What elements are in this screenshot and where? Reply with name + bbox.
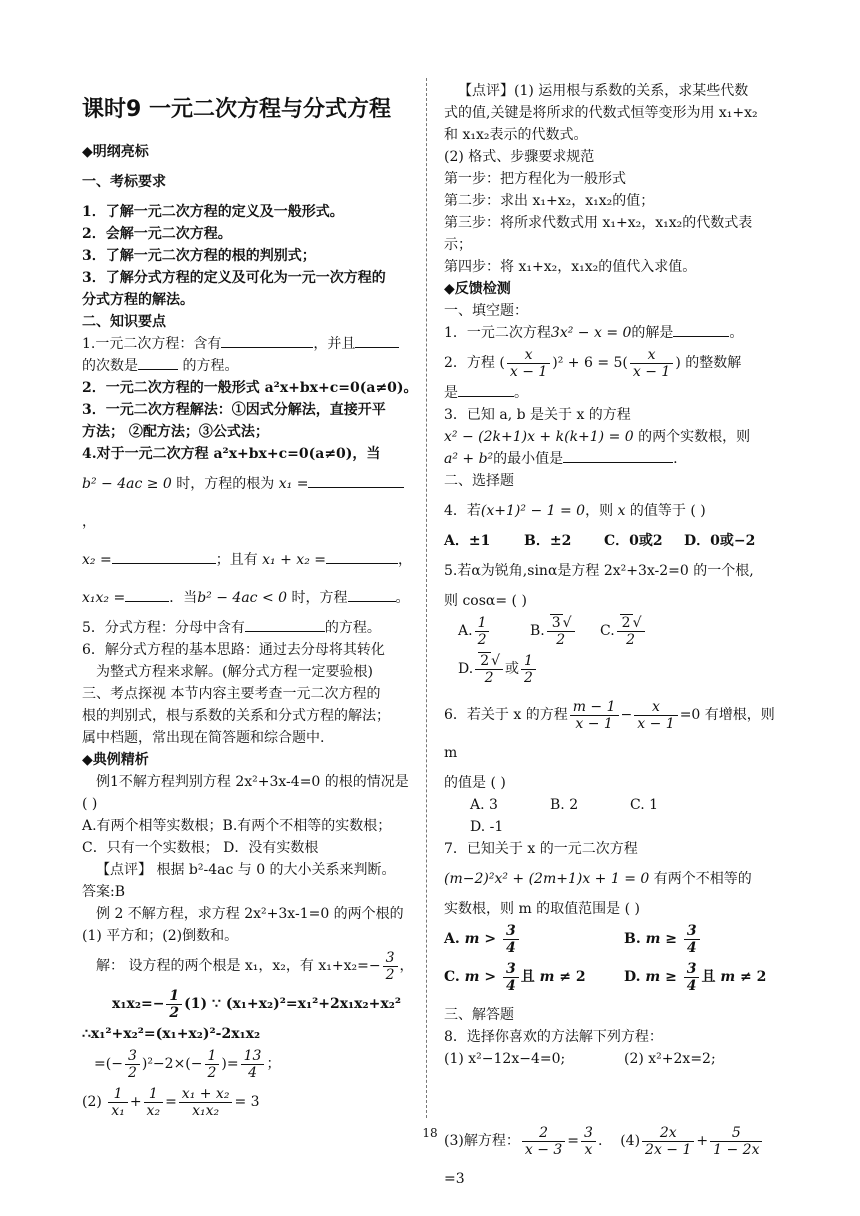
question-7c: 实数根，则 m 的取值范围是 ( ) xyxy=(444,901,640,917)
comment-1c: 和 x₁x₂表示的代数式。 xyxy=(444,127,588,143)
question-6b: 的值是 ( ) xyxy=(444,775,506,791)
blank xyxy=(125,587,169,602)
text: 时，方程 xyxy=(291,590,348,606)
example-2-step1: ∴x₁²+x₂²=(x₁+x₂)²-2x₁x₂ xyxy=(82,1026,261,1042)
knowledge-6b: 为整式方程来求解。(解分式方程一定要验根) xyxy=(96,664,373,680)
text: = 3 xyxy=(234,1094,260,1110)
text: 的方程。 xyxy=(182,358,239,374)
text: 的两个实数根，则 xyxy=(638,429,751,445)
step-2: 第二步：求出 x₁+x₂，x₁x₂的值； xyxy=(444,193,655,209)
knowledge-4a: 4.对于一元二次方程 a²x+bx+c=0(a≠0)，当 xyxy=(82,446,381,462)
req-3: 3．了解一元二次方程的根的判别式； xyxy=(82,248,316,264)
fraction xyxy=(125,1048,140,1081)
blank xyxy=(112,549,216,564)
fraction: $\frac{x}{x - 1}$ xyxy=(630,347,673,380)
numerator: 3 xyxy=(125,1048,140,1065)
text: )= xyxy=(221,1056,239,1072)
text: 有两个不相等的 xyxy=(653,871,752,887)
question-8-parts-34: (3)解方程： $\frac{2}{x - 3}$ = $\frac{3}{x}$ . (4) $\frac{2x}{2x - 1}$ + $\frac{5}{1 - 2x}$ =3 xyxy=(444,1122,780,1198)
req-4b: 分式方程的解法。 xyxy=(82,292,194,308)
column-divider xyxy=(426,78,427,1118)
question-3c: a² + b²的最小值是 . xyxy=(444,448,780,470)
math: x₂ = xyxy=(82,552,112,568)
blank xyxy=(138,355,178,370)
section-feedback: ◆反馈检测 xyxy=(444,281,511,297)
section-fill-in: 一、填空题： xyxy=(444,303,528,319)
text: ．当 xyxy=(169,590,198,606)
text: 4．若 xyxy=(444,503,481,519)
knowledge-4b: b² − 4ac ≥ 0 时，方程的根为 x₁ =， xyxy=(82,465,418,541)
option-a: A．±1 xyxy=(444,533,491,549)
question-4: 4．若(x+1)² − 1 = 0，则 x 的值等于 ( ) xyxy=(444,503,706,519)
knowledge-4c: x₂ = ；且有 x₁ + x₂ = ， xyxy=(82,541,418,579)
option-c: C. 1 xyxy=(630,797,659,813)
math: x₁x₂ = xyxy=(82,590,126,606)
part-3: (3)解方程： xyxy=(444,1133,520,1149)
blank xyxy=(308,473,404,488)
comment-2: (2) 格式、步骤要求规范 xyxy=(444,149,595,165)
part-2: (2) x²+2x=2; xyxy=(624,1051,716,1067)
knowledge-3b: 方法； ②配方法；③公式法； xyxy=(82,424,269,440)
example-2a: 例 2 不解方程，求方程 2x²+3x-1=0 的两个根的 xyxy=(96,906,404,922)
fraction: $\frac{\text{x₁ + x₂}}{\text{x₁x₂}}$ xyxy=(179,1086,233,1119)
math: b² − 4ac ≥ 0 xyxy=(82,476,172,492)
comment-1b: 式的值,关键是将所求的代数式恒等变形为用 x₁+x₂ xyxy=(444,105,758,121)
option-b: B．±2 xyxy=(524,533,572,549)
example-2-reciprocal: (2) $\frac{1}{\text{x₁}}$ + $\frac{1}{\text{x₂}}$ = $\frac{\text{x₁ + x₂}}{\text{x₁x₂}}$ = 3 xyxy=(82,1085,260,1119)
section-knowledge: 二、知识要点 xyxy=(82,314,166,330)
question-6a: 6．若关于 x 的方程 $\frac{m - 1}{x - 1}$ − $\frac{x}{x - 1}$ =0 有增根，则 m xyxy=(444,698,775,761)
text: =0 有增根，则 m xyxy=(444,707,775,761)
req-2: 2．会解一元二次方程。 xyxy=(82,226,232,242)
blank xyxy=(326,549,398,564)
denominator: 2 xyxy=(169,1004,180,1021)
text: 的值等于 ( ) xyxy=(629,503,706,519)
text: 时，方程的根为 xyxy=(176,476,275,492)
text: 的解是 xyxy=(631,325,674,341)
comment-1a: 【点评】(1) 运用根与系数的关系，求某些代数 xyxy=(458,83,749,99)
text: 是 xyxy=(444,385,458,401)
blank xyxy=(348,587,396,602)
example-1a: 例1不解方程判别方程 2x²+3x-4=0 的根的情况是 xyxy=(96,774,409,790)
section-examples: ◆典例精析 xyxy=(82,752,149,768)
knowledge-3a: 3．一元二次方程解法：①因式分解法，直接开平 xyxy=(82,402,386,418)
question-1: 1．一元二次方程3x² − x = 0的解是 。 xyxy=(444,322,780,344)
fraction: $\frac{1}{\text{x₁}}$ xyxy=(108,1086,128,1119)
text: =3 xyxy=(444,1171,465,1187)
option-a: A. 3 xyxy=(470,797,498,813)
question-7-options-ab: A. m > $\frac{3}{4}$ B. m ≥ $\frac{3}{4}$ xyxy=(444,920,780,958)
math: x₁ + x₂ = xyxy=(262,552,326,568)
blank xyxy=(355,333,399,348)
fraction xyxy=(383,950,398,983)
option-d: D. -1 xyxy=(470,819,504,835)
text: 的整数解 xyxy=(685,355,742,371)
fraction xyxy=(241,1048,265,1081)
option-c: C．0或2 xyxy=(604,533,663,549)
knowledge-1a xyxy=(82,333,418,355)
math: x₁ = xyxy=(278,476,309,492)
numerator: 13 xyxy=(241,1048,265,1065)
math: (x+1)² − 1 = 0 xyxy=(480,503,586,519)
question-2b: 是 。 xyxy=(444,382,780,404)
text: ，并且 xyxy=(313,336,356,352)
part-1: (1) x²−12x−4=0; xyxy=(444,1051,566,1067)
text: ，则 xyxy=(585,503,614,519)
example-1c: A.有两个相等实数根；B.有两个不相等的实数根； xyxy=(82,818,392,834)
question-5-options: A. $\frac{1}{2}$ B. $\frac{3 √}{2}$ C. $\frac{2 √}{2}$ D. $\frac{2 √}{2}$ 或 $\frac{1}{2}$ xyxy=(444,612,780,688)
question-5b: 则 cosα= ( ) xyxy=(444,593,527,609)
question-6-options xyxy=(444,794,780,838)
req-4a: 3．了解分式方程的定义及可化为一元一次方程的 xyxy=(82,270,386,286)
denominator: 2 xyxy=(385,966,395,983)
example-2-solution: 解： 设方程的两个根是 x₁，x₂，有 x₁+x₂=− $\frac{3}{2}$ ， xyxy=(96,949,414,983)
knowledge-2: 2．一元二次方程的一般形式 a²x+bx+c=0(a≠0)。 xyxy=(82,380,418,396)
step-4: 第四步：将 x₁+x₂，x₁x₂的值代入求值。 xyxy=(444,259,697,275)
req-1: 1．了解一元二次方程的定义及一般形式。 xyxy=(82,204,344,220)
page-number: 18 xyxy=(422,1126,438,1140)
exam-focus-a: 三、考点探视 本节内容主要考查一元二次方程的 xyxy=(82,686,381,702)
text: 的方程。 xyxy=(324,620,381,636)
right-column xyxy=(444,80,780,1198)
example-1b: ( ) xyxy=(82,796,98,812)
blank xyxy=(458,382,514,397)
denominator: 4 xyxy=(248,1064,257,1081)
example-2-step2: =(− $\frac{3}{2}$ )²−2×(− $\frac{1}{2}$ )= $\frac{13}{4}$ ； xyxy=(94,1047,281,1081)
text: x₁x₂= xyxy=(112,996,153,1012)
numerator: 3 xyxy=(383,950,398,967)
blank xyxy=(221,333,313,348)
example-1-comment: 【点评】 根据 b²-4ac 与 0 的大小关系来判断。 xyxy=(96,862,396,878)
math: a² + b² xyxy=(444,451,494,467)
numerator: 1 xyxy=(166,988,182,1005)
fraction xyxy=(205,1048,220,1081)
text: 5．分式方程：分母中含有 xyxy=(82,620,245,636)
blank xyxy=(673,322,729,337)
question-3a: 3．已知 a, b 是关于 x 的方程 xyxy=(444,407,631,423)
example-1d: C．只有一个实数根； D．没有实数根 xyxy=(82,840,319,856)
math: (m−2)²x² + (2m+1)x + 1 = 0 xyxy=(444,871,650,887)
option-d: D．0或−2 xyxy=(684,533,756,549)
exam-focus-b: 根的判别式，根与系数的关系和分式方程的解法； xyxy=(82,708,390,724)
exam-focus-c: 属中档题，常出现在简答题和综合题中. xyxy=(82,730,325,746)
text: 的最小值是 xyxy=(493,451,564,467)
question-8-parts-12 xyxy=(444,1048,780,1070)
numerator: 1 xyxy=(205,1048,220,1065)
question-4-options xyxy=(444,530,780,552)
question-5a: 5.若α为锐角,sinα是方程 2x²+3x-2=0 的一个根, xyxy=(444,563,754,579)
step-3: 第三步：将所求代数式用 x₁+x₂，x₁x₂的代数式表示； xyxy=(444,215,753,253)
question-3b xyxy=(444,426,780,448)
knowledge-4d: x₁x₂ = ．当b² − 4ac < 0 时，方程 。 xyxy=(82,579,418,617)
text: (2) xyxy=(82,1094,102,1110)
part-4: (4) xyxy=(620,1133,641,1149)
section-answer: 三、解答题 xyxy=(444,1007,514,1023)
left-column xyxy=(82,80,418,1121)
example-2-product: x₁x₂=− $\frac{1}{2}$ (1) ∵ (x₁+x₂)²=x₁²+2x₁x₂+x₂² xyxy=(112,987,401,1021)
text: ；且有 xyxy=(215,552,258,568)
lesson-title: 课时9 一元二次方程与分式方程 xyxy=(82,97,391,122)
text: =( xyxy=(94,1056,112,1072)
math: x² − (2k+1)x + k(k+1) = 0 xyxy=(444,429,634,445)
text: 1.一元二次方程：含有 xyxy=(82,336,222,352)
section-requirements: 一、考标要求 xyxy=(82,174,166,190)
fraction: $\frac{x}{x - 1}$ xyxy=(507,347,550,380)
question-2: 2．方程 ( $\frac{x}{x - 1}$ )² + 6 = 5( $\frac{x}{x - 1}$ ) 的整数解 xyxy=(444,346,742,380)
example-1-answer: 答案:B xyxy=(82,884,126,900)
math: b² − 4ac < 0 xyxy=(197,590,288,606)
section-choice: 二、选择题 xyxy=(444,473,514,489)
knowledge-6a: 6．解分式方程的基本思路：通过去分母将其转化 xyxy=(82,642,385,658)
denominator: 2 xyxy=(207,1064,217,1081)
example-2b: (1) 平方和；(2)倒数和。 xyxy=(82,928,239,944)
question-7-options-cd: C. m > $\frac{3}{4}$ 且 m ≠ 2 D. m ≥ $\frac{3}{4}$ 且 m ≠ 2 xyxy=(444,960,767,994)
text: 解： 设方程的两个根是 x₁，x₂，有 x₁+x₂= xyxy=(96,958,369,974)
knowledge-5 xyxy=(82,617,418,639)
text: 1．一元二次方程 xyxy=(444,325,551,341)
text: 2．方程 xyxy=(444,355,495,371)
blank xyxy=(245,617,325,632)
text: (1) ∵ (x₁+x₂)²=x₁²+2x₁x₂+x₂² xyxy=(184,996,401,1012)
section-outline: ◆明纲亮标 xyxy=(82,144,149,160)
text: 的次数是 xyxy=(82,358,138,374)
option-b: B. 2 xyxy=(550,797,579,813)
question-8: 8．选择你喜欢的方法解下列方程： xyxy=(444,1029,663,1045)
fraction xyxy=(166,988,182,1021)
math: 3x² − x = 0 xyxy=(550,325,632,341)
step-1: 第一步：把方程化为一般形式 xyxy=(444,171,626,187)
text: 6．若关于 x 的方程 xyxy=(444,707,568,723)
text: )²−2×( xyxy=(141,1056,191,1072)
question-7b xyxy=(444,868,780,890)
knowledge-1b xyxy=(82,355,418,377)
question-7a: 7．已知关于 x 的一元二次方程 xyxy=(444,841,638,857)
fraction: $\frac{1}{\text{x₂}}$ xyxy=(144,1086,164,1119)
denominator: 2 xyxy=(127,1064,137,1081)
blank xyxy=(563,448,673,463)
